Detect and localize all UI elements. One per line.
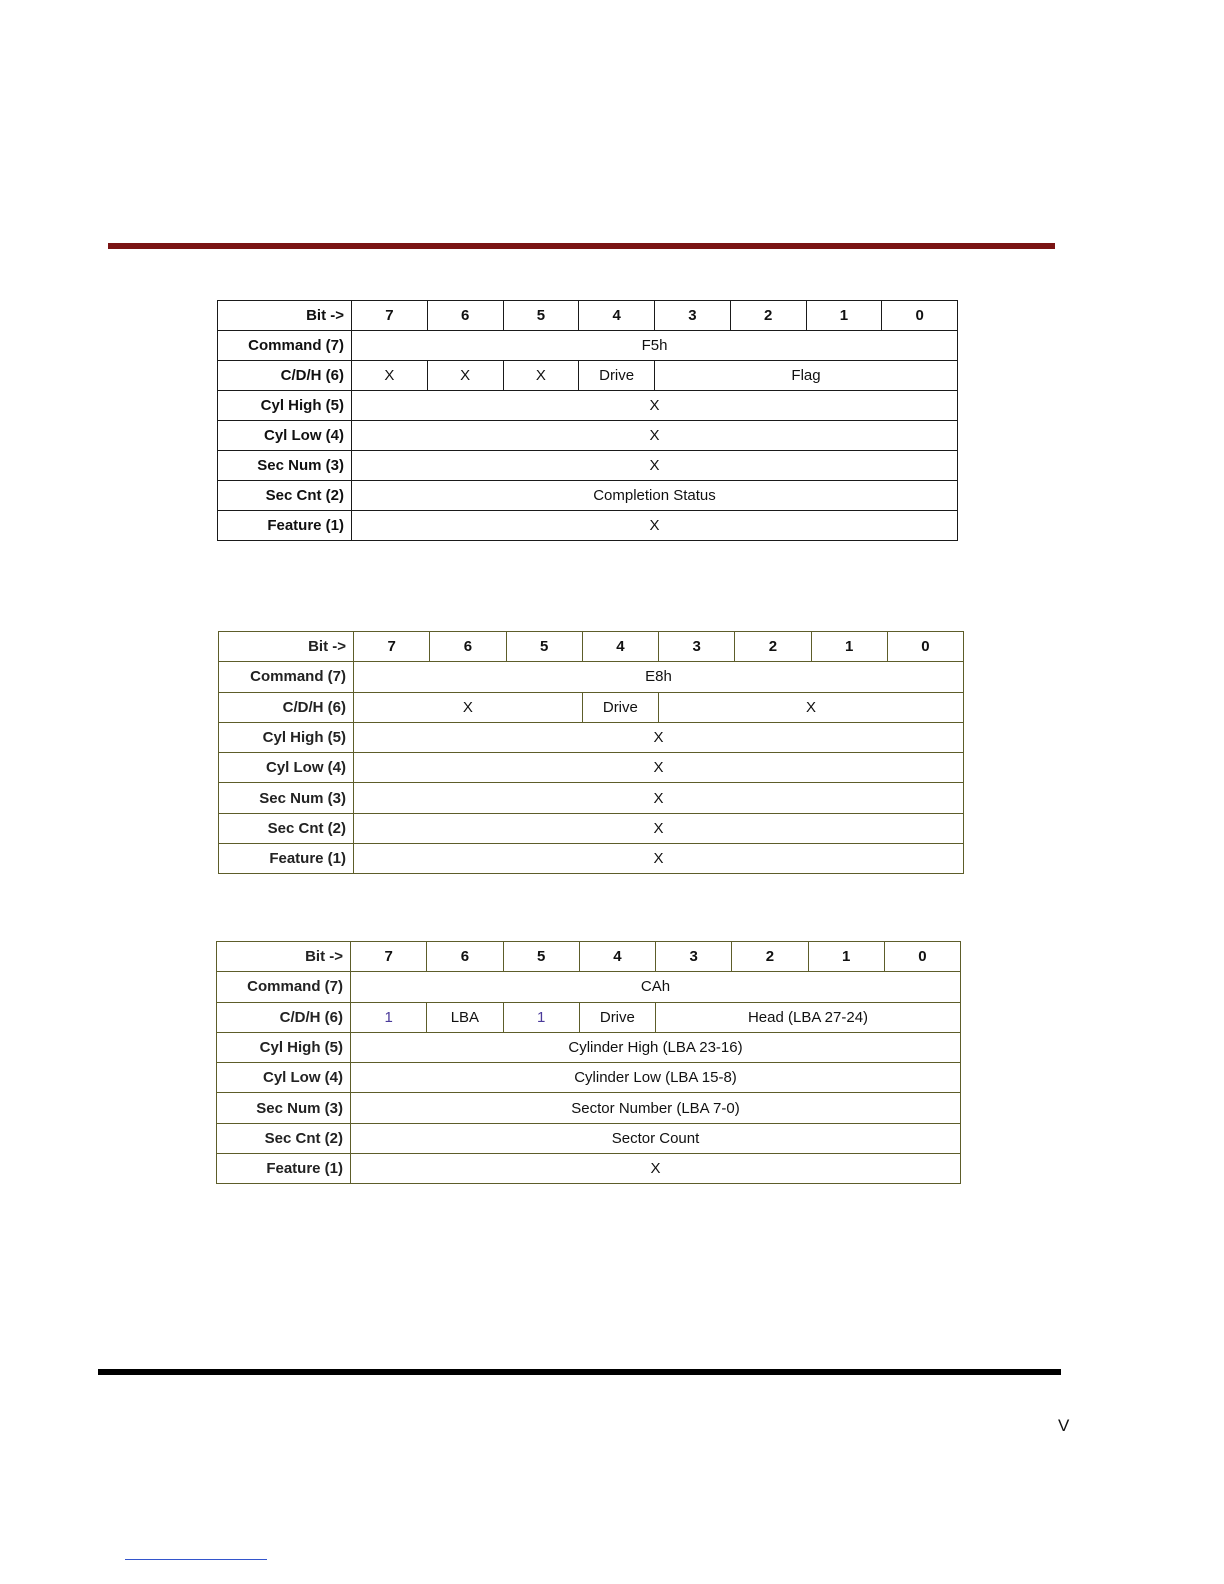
bit-header-label: Bit -> [219,632,354,662]
cdh-row [217,1002,961,1032]
sec-num-value: X [354,783,964,813]
bit-3: 3 [655,301,731,331]
page-number: V [1058,1416,1070,1435]
cyl-low-row [217,1063,961,1093]
sec-cnt-value: Sector Count [351,1123,961,1153]
cyl-high-row [218,391,958,421]
cyl-high-row [217,1032,961,1062]
cyl-high-value: Cylinder High (LBA 23-16) [351,1032,961,1062]
sec-num-label: Sec Num (3) [218,451,352,481]
sec-num-value: X [352,451,958,481]
command-row [217,972,961,1002]
bit-1: 1 [808,942,884,972]
sec-num-row [218,451,958,481]
cyl-low-label: Cyl Low (4) [218,421,352,451]
feature-label: Feature (1) [217,1154,351,1184]
bit-header-row [218,301,958,331]
cdh-high-bits: X [354,692,583,722]
bit-header-row [219,632,964,662]
bit-0: 0 [882,301,958,331]
command-value: E8h [354,662,964,692]
bit-7: 7 [351,942,427,972]
bit-2: 2 [735,632,811,662]
cdh-low-bits: Flag [655,361,958,391]
sec-num-label: Sec Num (3) [219,783,354,813]
bit-7: 7 [352,301,428,331]
feature-value: X [351,1154,961,1184]
sec-cnt-label: Sec Cnt (2) [218,481,352,511]
command-row [218,331,958,361]
bit-1: 1 [806,301,882,331]
feature-row [217,1154,961,1184]
bit-0: 0 [884,942,960,972]
cyl-high-row [219,722,964,752]
cyl-low-row [219,753,964,783]
sec-cnt-row [218,481,958,511]
header-rule [108,243,1055,249]
bit-7: 7 [354,632,430,662]
bit-6: 6 [430,632,506,662]
register-table-f5h [217,300,958,541]
cdh-bit-4: Drive [579,361,655,391]
footer-rule [98,1369,1061,1375]
cyl-high-label: Cyl High (5) [219,722,354,752]
cdh-row [218,361,958,391]
cdh-bit-6: X [427,361,503,391]
bit-5: 5 [506,632,582,662]
cyl-high-label: Cyl High (5) [217,1032,351,1062]
feature-row [219,844,964,874]
cyl-low-value: Cylinder Low (LBA 15-8) [351,1063,961,1093]
command-label: Command (7) [218,331,352,361]
sec-num-label: Sec Num (3) [217,1093,351,1123]
cdh-bit-5: X [503,361,579,391]
feature-value: X [352,511,958,541]
bit-header-label: Bit -> [217,942,351,972]
bit-5: 5 [503,942,579,972]
bit-header-row [217,942,961,972]
command-label: Command (7) [217,972,351,1002]
cyl-low-value: X [354,753,964,783]
cdh-bit-7: X [352,361,428,391]
cdh-bit-4: Drive [582,692,658,722]
cdh-row [219,692,964,722]
bit-4: 4 [579,301,655,331]
cyl-high-value: X [352,391,958,421]
command-value: CAh [351,972,961,1002]
feature-row [218,511,958,541]
feature-label: Feature (1) [218,511,352,541]
cdh-label: C/D/H (6) [218,361,352,391]
cdh-low-bits: Head (LBA 27-24) [656,1002,961,1032]
sec-cnt-row [217,1123,961,1153]
sec-cnt-row [219,813,964,843]
sec-cnt-label: Sec Cnt (2) [217,1123,351,1153]
cdh-low-bits: X [659,692,964,722]
cyl-low-row [218,421,958,451]
bit-6: 6 [427,942,503,972]
cdh-bit-6: LBA [427,1002,503,1032]
cdh-bit-7: 1 [351,1002,427,1032]
command-value: F5h [352,331,958,361]
command-row [219,662,964,692]
bit-5: 5 [503,301,579,331]
footnote-separator [125,1559,267,1560]
bit-header-label: Bit -> [218,301,352,331]
bit-3: 3 [659,632,735,662]
sec-cnt-label: Sec Cnt (2) [219,813,354,843]
command-label: Command (7) [219,662,354,692]
cdh-label: C/D/H (6) [217,1002,351,1032]
sec-cnt-value: X [354,813,964,843]
sec-num-row [219,783,964,813]
feature-value: X [354,844,964,874]
cyl-low-value: X [352,421,958,451]
sec-num-row [217,1093,961,1123]
cyl-high-value: X [354,722,964,752]
bit-6: 6 [427,301,503,331]
cyl-high-label: Cyl High (5) [218,391,352,421]
cdh-bit-4: Drive [579,1002,655,1032]
bit-4: 4 [579,942,655,972]
register-table-e8h [218,631,964,874]
cyl-low-label: Cyl Low (4) [219,753,354,783]
bit-2: 2 [730,301,806,331]
bit-1: 1 [811,632,887,662]
sec-num-value: Sector Number (LBA 7-0) [351,1093,961,1123]
bit-3: 3 [656,942,732,972]
feature-label: Feature (1) [219,844,354,874]
bit-0: 0 [887,632,963,662]
sec-cnt-value: Completion Status [352,481,958,511]
cdh-label: C/D/H (6) [219,692,354,722]
cyl-low-label: Cyl Low (4) [217,1063,351,1093]
register-table-cah [216,941,961,1184]
bit-4: 4 [582,632,658,662]
cdh-bit-5: 1 [503,1002,579,1032]
bit-2: 2 [732,942,808,972]
